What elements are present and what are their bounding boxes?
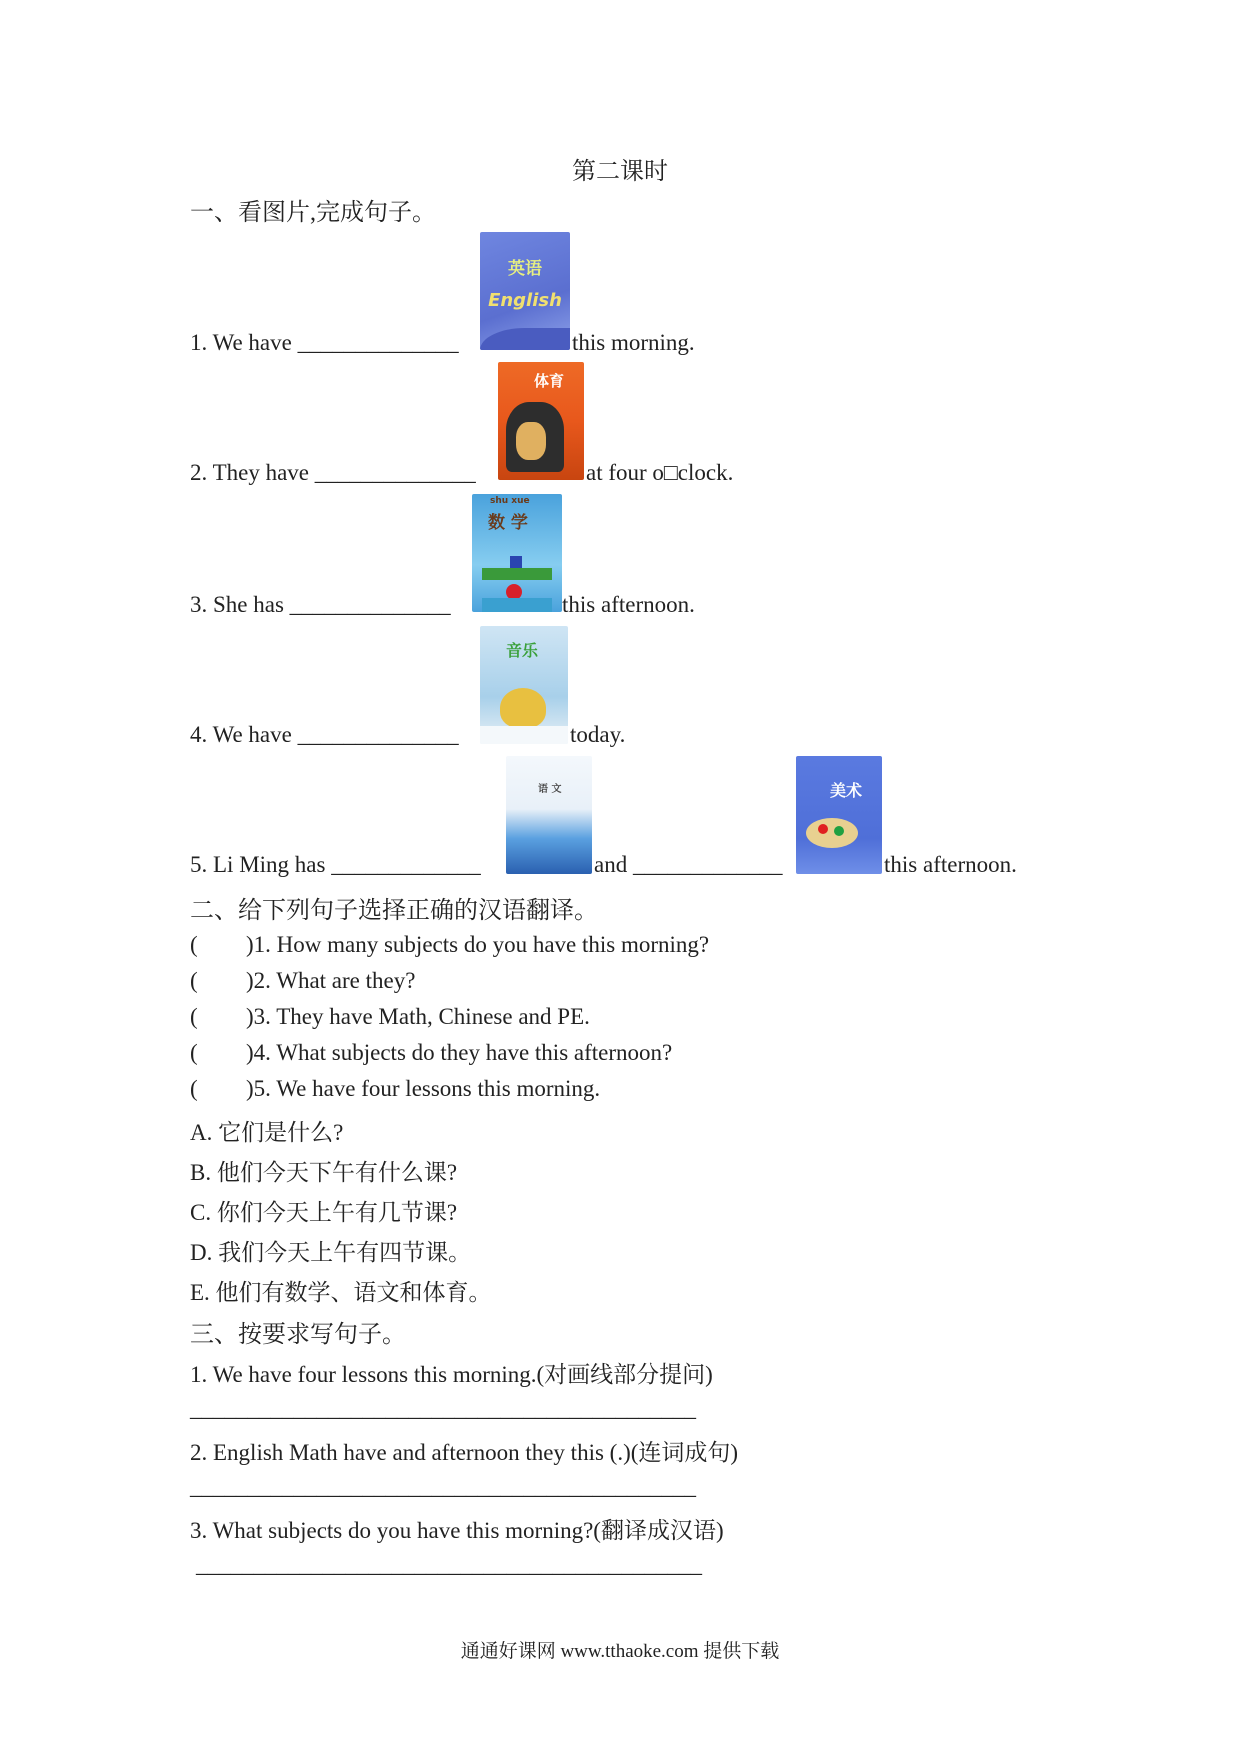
rewrite-2-prompt: 2. English Math have and afternoon they this (.)(连词成句) [190, 1440, 739, 1465]
exercise-5-sentence-middle: and _____________ [594, 852, 783, 877]
section-3-heading: 三、按要求写句子。 [190, 1322, 406, 1348]
exercise-5-sentence-end: this afternoon. [884, 852, 1017, 877]
rewrite-2-answer-line: ____________________________________________ [190, 1474, 696, 1499]
english-book-cover-subtext: English [488, 290, 562, 311]
english-book-image [480, 232, 570, 350]
art-book-cover-text: 美术 [830, 781, 863, 800]
english-book-cover-text: 英语 [508, 259, 542, 279]
exercise-3-sentence-start: 3. She has ______________ [190, 592, 451, 617]
exercise-2-sentence-end: at four o□clock. [586, 460, 734, 485]
option-a: A. 它们是什么? [190, 1120, 344, 1145]
exercise-1-sentence-start: 1. We have ______________ [190, 330, 459, 355]
exercise-4-sentence-start: 4. We have ______________ [190, 722, 459, 747]
question-1-text: )1. How many subjects do you have this morning? [246, 932, 710, 957]
question-5-paren: ( [190, 1076, 198, 1101]
option-b: B. 他们今天下午有什么课? [190, 1160, 458, 1185]
rewrite-3-answer-line: ____________________________________________ [196, 1552, 702, 1577]
section-2-heading: 二、给下列句子选择正确的汉语翻译。 [190, 898, 598, 924]
music-book-image [480, 626, 568, 744]
music-book-cover-text: 音乐 [506, 641, 539, 660]
question-3-text: )3. They have Math, Chinese and PE. [246, 1004, 590, 1029]
exercise-5-sentence-start: 5. Li Ming has _____________ [190, 852, 481, 877]
question-4-text: )4. What subjects do they have this afternoon? [246, 1040, 673, 1065]
math-book-pinyin: shu xue [490, 496, 530, 506]
option-c: C. 你们今天上午有几节课? [190, 1200, 458, 1225]
exercise-2-sentence-start: 2. They have ______________ [190, 460, 476, 485]
page-title: 第二课时 [572, 159, 668, 185]
pe-book-cover-text: 体育 [534, 372, 565, 390]
question-3-paren: ( [190, 1004, 198, 1029]
math-book-image [472, 494, 562, 612]
art-book-image [796, 756, 882, 874]
section-1-heading: 一、看图片,完成句子。 [190, 200, 436, 226]
exercise-1-sentence-end: this morning. [572, 330, 695, 355]
rewrite-1-prompt: 1. We have four lessons this morning.(对画线部分提问) [190, 1362, 713, 1387]
option-d: D. 我们今天上午有四节课。 [190, 1240, 472, 1265]
math-book-cover-text: 数 学 [488, 513, 528, 533]
question-2-paren: ( [190, 968, 198, 993]
exercise-3-sentence-end: this afternoon. [562, 592, 695, 617]
chinese-book-image [506, 756, 592, 874]
question-2-text: )2. What are they? [246, 968, 416, 993]
chinese-book-cover-text: 语 文 [538, 784, 562, 795]
question-4-paren: ( [190, 1040, 198, 1065]
question-5-text: )5. We have four lessons this morning. [246, 1076, 601, 1101]
option-e: E. 他们有数学、语文和体育。 [190, 1280, 492, 1305]
rewrite-3-prompt: 3. What subjects do you have this morning?(翻译成汉语) [190, 1518, 724, 1543]
pe-book-image [498, 362, 584, 480]
exercise-4-sentence-end: today. [570, 722, 626, 747]
question-1-paren: ( [190, 932, 198, 957]
rewrite-1-answer-line: ____________________________________________ [190, 1396, 696, 1421]
footer-credit: 通通好课网 www.tthaoke.com 提供下载 [460, 1641, 780, 1662]
